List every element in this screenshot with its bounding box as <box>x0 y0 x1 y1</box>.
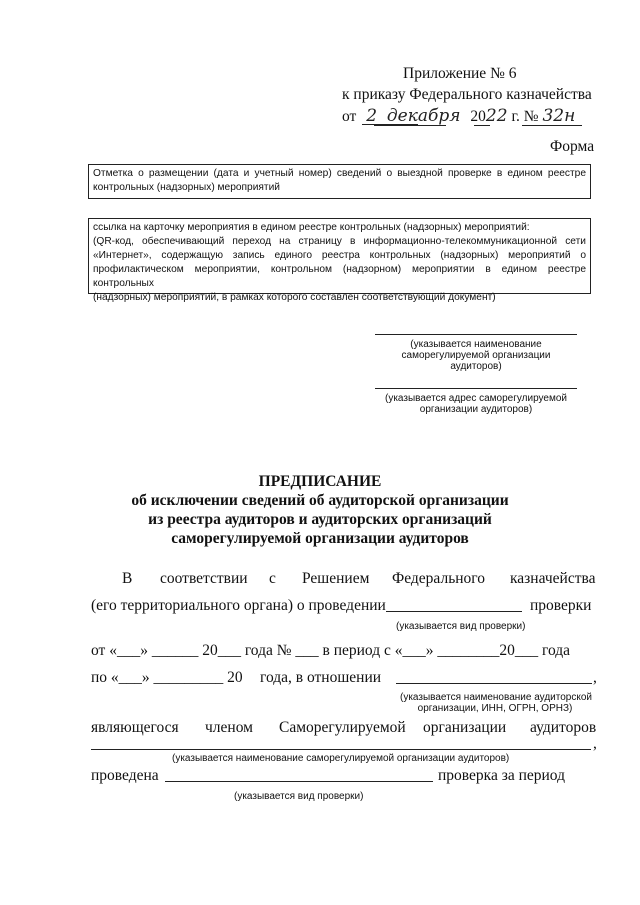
hint-line: организации, ИНН, ОГРН, ОРНЗ) <box>417 703 573 714</box>
underline <box>522 125 582 126</box>
year-prefix: 20 <box>470 108 486 125</box>
date-prefix: от <box>342 108 357 125</box>
date-month: декабря <box>386 106 461 126</box>
recipient-name-line <box>375 334 577 335</box>
audit-org-hint <box>400 692 590 714</box>
text-word: являющегося <box>91 719 179 736</box>
text-word: В <box>122 570 133 587</box>
comma: , <box>593 735 597 752</box>
recipient-address-line <box>375 388 577 389</box>
text-line: проверка за период <box>438 767 565 784</box>
text-word: организации <box>423 719 507 736</box>
recipient-name-hint <box>375 339 577 372</box>
text-word: Саморегулируемой <box>279 719 406 736</box>
text-word: проведена <box>91 767 159 784</box>
text-word: членом <box>205 719 253 736</box>
order-reference: к приказу Федерального казначейства <box>342 86 592 103</box>
underline <box>374 125 446 126</box>
check-type-hint: (указывается вид проверки) <box>396 621 526 632</box>
qr-link-line: профилактическом мероприятии, контрольном (надзорном) мероприятии в едином реестре контрольных <box>93 264 586 289</box>
check-type-line-2 <box>165 781 433 782</box>
order-number: 32н <box>542 106 576 126</box>
qr-link-line: ссылка на карточку мероприятия в едином реестре контрольных (надзорных) мероприятий: <box>93 222 530 233</box>
qr-link-line: «Интернет», содержащую запись единого реестра контрольных (надзорных) мероприятий о <box>93 250 586 261</box>
check-type-hint-2: (указывается вид проверки) <box>234 791 364 802</box>
document-subtitle: об исключении сведений об аудиторской организации <box>131 492 509 509</box>
registry-mark-line: Отметка о размещении (дата и учетный номер) сведений о выездной проверке в едином реестре <box>93 168 586 179</box>
audit-org-line <box>396 683 592 684</box>
comma: , <box>593 669 597 686</box>
qr-link-box <box>88 218 591 303</box>
text-word: Решением <box>302 570 370 587</box>
qr-link-line: (надзорных) мероприятий, в рамках которого составлен соответствующий документ) <box>93 292 496 303</box>
hint-line: аудиторов) <box>450 361 502 372</box>
recipient-address-hint <box>375 393 577 415</box>
appendix-number: Приложение № 6 <box>403 65 517 82</box>
text-word: с <box>269 570 276 587</box>
hint-line: саморегулируемой организации <box>401 350 551 361</box>
document-subtitle: саморегулируемой организации аудиторов <box>171 530 469 547</box>
text-word: соответствии <box>160 570 248 587</box>
year-suffix: 22 <box>485 106 508 126</box>
text-word: казначейства <box>510 570 596 587</box>
text-word: Федерального <box>392 570 486 587</box>
underline <box>474 125 490 126</box>
text-word: проверки <box>530 597 592 614</box>
hint-line: (указывается наименование аудиторской <box>400 692 592 703</box>
hint-line: (указывается наименование <box>410 339 542 350</box>
text-line: от «___» ______ 20___ года № ___ в период с «___» ________20___ года <box>91 642 571 659</box>
text-line: (его территориального органа) о проведении <box>91 597 386 614</box>
hint-line: организации аудиторов) <box>419 404 533 415</box>
sro-name-hint: (указывается наименование саморегулируемой организации аудиторов) <box>172 753 510 764</box>
qr-link-line: (QR-код, обеспечивающий переход на страницу в информационно-телекоммуникационной сети <box>93 236 586 247</box>
check-type-line <box>386 611 522 612</box>
text-word: аудиторов <box>530 719 597 736</box>
document-subtitle: из реестра аудиторов и аудиторских организаций <box>148 511 492 528</box>
year-tail: г. № <box>511 108 539 125</box>
text-line: по «___» _________ 20 <box>91 669 243 686</box>
text-line: года, в отношении <box>260 669 382 686</box>
date-day: 2 <box>366 106 378 126</box>
form-label: Форма <box>550 138 595 155</box>
registry-mark-line: контрольных (надзорных) мероприятий <box>93 182 280 193</box>
hint-line: (указывается адрес саморегулируемой <box>385 393 567 404</box>
sro-name-line <box>91 749 591 750</box>
registry-mark-box <box>88 164 591 199</box>
document-title: ПРЕДПИСАНИЕ <box>258 473 382 490</box>
